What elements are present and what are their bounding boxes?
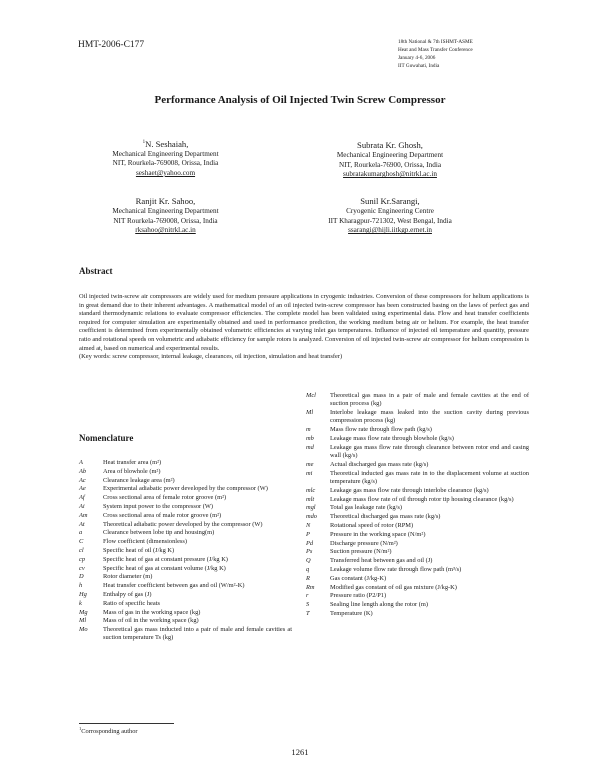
footnote-rule xyxy=(79,723,174,724)
nomenclature-description: Pressure ratio (P2/P1) xyxy=(330,592,387,600)
nomenclature-description: Ratio of specific heats xyxy=(103,599,160,607)
nomenclature-description: Specific heat of gas at constant pressure (J/kg K) xyxy=(103,555,228,563)
nomenclature-row xyxy=(306,461,529,469)
nomenclature-row xyxy=(306,557,529,565)
footnote xyxy=(79,726,138,735)
nomenclature-symbol: A xyxy=(79,459,83,466)
nomenclature-row xyxy=(79,494,292,502)
nomenclature-symbol: me xyxy=(306,460,314,468)
nomenclature-row xyxy=(79,600,292,608)
nomenclature-row xyxy=(306,566,529,574)
nomenclature-description: Modified gas constant of oil gas mixture (J/kg-K) xyxy=(330,583,457,591)
nomenclature-row xyxy=(306,470,529,487)
nomenclature-row xyxy=(306,496,529,504)
author-block xyxy=(88,196,243,236)
nomenclature-row xyxy=(306,487,529,495)
author-block xyxy=(88,137,243,179)
nomenclature-symbol: cp xyxy=(79,555,86,563)
nomenclature-row xyxy=(306,513,529,521)
author-email-link[interactable]: subratakumarghosh@nitrkl.ac.in xyxy=(343,170,437,179)
author-email-link[interactable]: rksahoo@nitrkl.ac.in xyxy=(135,226,196,235)
nomenclature-description: Mass flow rate through flow path (kg/s) xyxy=(330,426,432,434)
nomenclature-row xyxy=(306,392,529,409)
nomenclature-left-column xyxy=(79,459,292,643)
nomenclature-row xyxy=(306,584,529,592)
nomenclature-row xyxy=(79,512,292,520)
nomenclature-description: Leakage gas mass flow rate through clearance between rotor end and casing wall (kg/s) xyxy=(330,443,529,460)
nomenclature-description: Transferred heat between gas and oil (J) xyxy=(330,557,433,565)
author-name: N. Seshaiah, xyxy=(145,138,189,149)
author-address: IIT Kharagpur-721302, West Bengal, India xyxy=(328,216,452,225)
nomenclature-symbol: Mg xyxy=(79,608,88,616)
conference-info xyxy=(398,38,548,70)
nomenclature-row xyxy=(306,409,529,426)
nomenclature-symbol: Ac xyxy=(79,476,86,484)
nomenclature-description: Clearance between lobe tip and housing(m) xyxy=(103,529,215,537)
nomenclature-symbol: md xyxy=(306,443,314,451)
nomenclature-description: Mass of gas in the working space (kg) xyxy=(103,608,201,616)
author-sup: 1 xyxy=(142,140,146,145)
nomenclature-description: Leakage volume flow rate through flow path (m³/s) xyxy=(330,565,462,573)
nomenclature-symbol: Rm xyxy=(306,583,315,591)
nomenclature-description: Temperature (K) xyxy=(330,609,373,617)
nomenclature-description: Theoretical gas mass in a pair of male and female cavities at the end of suction process (kg) xyxy=(330,392,529,408)
nomenclature-row xyxy=(79,459,292,467)
nomenclature-symbol: Ml xyxy=(79,617,87,625)
nomenclature-row xyxy=(306,548,529,556)
nomenclature-symbol: mb xyxy=(306,434,314,442)
nomenclature-description: Leakage gas mass flow rate through interlobe clearance (kg/s) xyxy=(330,486,489,494)
nomenclature-symbol: Mo xyxy=(79,626,88,634)
nomenclature-symbol: Ae xyxy=(79,485,86,493)
author-address: NIT, Rourkela-76900, Orissa, India xyxy=(338,160,442,169)
author-address: NIT, Rourkela-769008, Orissa, India xyxy=(112,159,219,168)
nomenclature-description: Experimental adiabatic power developed by the compressor (W) xyxy=(103,485,268,493)
nomenclature-symbol: h xyxy=(79,582,83,590)
nomenclature-symbol: Af xyxy=(79,494,85,502)
nomenclature-row xyxy=(79,609,292,617)
abstract-keywords: (Key words: screw compressor, internal leakage, clearances, oil injection, simulation and heat transfer) xyxy=(79,353,343,361)
nomenclature-row xyxy=(306,435,529,443)
conference-line: Heat and Mass Transfer Conference xyxy=(398,47,473,53)
nomenclature-symbol: Ab xyxy=(79,467,87,475)
nomenclature-description: Interlobe leakage mass leaked into the suction cavity during previous compression process (kg) xyxy=(330,409,529,425)
conference-line: IIT Guwahati, India xyxy=(398,63,440,69)
nomenclature-symbol: mi xyxy=(306,469,313,477)
nomenclature-row xyxy=(306,444,529,461)
nomenclature-symbol: cl xyxy=(79,546,84,554)
nomenclature-right-column xyxy=(306,392,529,619)
nomenclature-description: Specific heat of gas at constant volume (J/kg K) xyxy=(103,564,226,572)
paper-title: Performance Analysis of Oil Injected Twin Screw Compressor xyxy=(154,94,446,106)
nomenclature-description: Leakage mass flow rate through blowhole (kg/s) xyxy=(330,434,454,442)
author-block xyxy=(305,140,475,180)
nomenclature-description: Theoretical discharged gas mass rate (kg/s) xyxy=(330,513,441,521)
nomenclature-symbol: cv xyxy=(79,564,85,572)
nomenclature-symbol: mgl xyxy=(306,504,316,512)
nomenclature-row xyxy=(79,565,292,573)
nomenclature-row xyxy=(79,547,292,555)
nomenclature-row xyxy=(79,591,292,599)
nomenclature-symbol: Hg xyxy=(79,590,87,598)
nomenclature-symbol: Ps xyxy=(306,548,313,556)
nomenclature-row xyxy=(79,529,292,537)
nomenclature-symbol: Am xyxy=(79,511,88,519)
nomenclature-description: Cross sectional area of female rotor groove (m²) xyxy=(103,494,227,502)
author-email-link[interactable]: ssarangi@hijli.iitkgp.ernet.in xyxy=(348,226,432,235)
footnote-sup: 1 xyxy=(79,726,82,731)
page-number: 1261 xyxy=(291,747,309,757)
nomenclature-description: Heat transfer area (m²) xyxy=(103,459,162,466)
nomenclature-heading: Nomenclature xyxy=(79,433,134,443)
nomenclature-symbol: r xyxy=(306,592,309,600)
nomenclature-description: Mass of oil in the working space (kg) xyxy=(103,617,199,625)
nomenclature-description: Area of blowhole (m²) xyxy=(103,467,161,475)
nomenclature-description: Suction pressure (N/m²) xyxy=(330,548,392,556)
nomenclature-description: Total gas leakage rate (kg/s) xyxy=(330,504,402,512)
nomenclature-row xyxy=(79,556,292,564)
nomenclature-row xyxy=(79,617,292,625)
nomenclature-description: Specific heat of oil (J/kg K) xyxy=(103,546,175,554)
nomenclature-row xyxy=(306,610,529,618)
nomenclature-description: Theoretical gas mass inducted into a pair of male and female cavities at suction temperature Ts (kg) xyxy=(103,626,292,642)
nomenclature-description: Rotor diameter (m) xyxy=(103,573,153,581)
abstract-text: Oil injected twin-screw air compressors are widely used for medium pressure applications in cryogenic industries. Conversion of these compressors for helium applications is in great demand due to their inherent advantages. A mathematical model of an oil injected twin-screw compressor has been constructed basing on the laws of perfect gas and standard thermodynamic relations to evaluate compressor efficiencies. The complete model has been validated using experimental data. Flow and heat transfer coefficients required for computer simulation are experimentally obtained and used in performance prediction, the working medium being air or helium. For example, the heat transfer coefficient is determined from experimentally obtained volumetric efficiencies at varying inlet gas temperatures. Influence of injected oil temperature and quantity, pressure ratio and rotational speeds on volumetric and adiabatic efficiency for sample rotors is analyzed. Conversion of oil injected twin-screw air compressor for helium compression is aimed at, based on numerical and experimental results. xyxy=(79,293,529,352)
nomenclature-description: Cross sectional area of male rotor groove (m²) xyxy=(103,511,222,519)
nomenclature-row xyxy=(306,540,529,548)
nomenclature-description: Discharge pressure (N/m²) xyxy=(330,539,398,547)
nomenclature-symbol: q xyxy=(306,565,310,573)
nomenclature-symbol: mlt xyxy=(306,495,315,503)
nomenclature-row xyxy=(79,468,292,476)
nomenclature-symbol: S xyxy=(306,601,310,609)
nomenclature-symbol: Q xyxy=(306,557,311,565)
nomenclature-description: Leakage mass flow rate of oil through rotor tip housing clearance (kg/s) xyxy=(330,495,514,503)
nomenclature-description: Sealing line length along the rotor (m) xyxy=(330,601,428,609)
author-dept: Cryogenic Engineering Centre xyxy=(346,207,434,215)
nomenclature-description: Pressure in the working space (N/m²) xyxy=(330,530,426,538)
nomenclature-symbol: k xyxy=(79,599,82,607)
author-dept: Mechanical Engineering Department xyxy=(112,149,219,158)
nomenclature-symbol: P xyxy=(306,530,310,538)
nomenclature-row xyxy=(306,575,529,583)
abstract-heading: Abstract xyxy=(79,266,113,276)
nomenclature-symbol: C xyxy=(79,538,84,546)
paper-id: HMT-2006-C177 xyxy=(78,40,145,50)
conference-line: January 4-6, 2006 xyxy=(398,55,436,61)
author-block xyxy=(305,196,475,236)
nomenclature-row xyxy=(79,573,292,581)
nomenclature-symbol: mdo xyxy=(306,513,318,521)
nomenclature-description: System input power to the compressor (W) xyxy=(103,502,214,510)
nomenclature-symbol: mlc xyxy=(306,486,316,494)
nomenclature-row xyxy=(79,503,292,511)
nomenclature-symbol: D xyxy=(79,573,84,581)
nomenclature-row xyxy=(306,592,529,600)
nomenclature-symbol: N xyxy=(306,521,311,529)
abstract-body xyxy=(79,293,529,362)
footnote-text: Corrosponding author xyxy=(81,728,138,736)
nomenclature-row xyxy=(306,531,529,539)
nomenclature-row xyxy=(79,485,292,493)
nomenclature-row xyxy=(79,477,292,485)
nomenclature-row xyxy=(306,426,529,434)
nomenclature-description: Enthalpy of gas (J) xyxy=(103,590,152,598)
nomenclature-symbol: Mcl xyxy=(306,392,316,399)
nomenclature-row xyxy=(79,538,292,546)
author-email-link[interactable]: seshaet@yahoo.com xyxy=(135,169,196,178)
nomenclature-symbol: Pd xyxy=(306,539,314,547)
nomenclature-description: Rotational speed of rotor (RPM) xyxy=(330,521,414,529)
nomenclature-row xyxy=(79,626,292,643)
author-dept: Mechanical Engineering Department xyxy=(336,151,444,159)
nomenclature-symbol: a xyxy=(79,529,83,537)
author-dept: Mechanical Engineering Department xyxy=(112,207,219,215)
conference-line: 18th National & 7th ISHMT-ASME xyxy=(398,39,473,45)
nomenclature-description: Flow coefficient (dimensionless) xyxy=(103,538,188,546)
nomenclature-description: Heat transfer coefficient between gas and oil (W/m²-K) xyxy=(103,582,245,590)
nomenclature-description: Gas constant (J/kg-K) xyxy=(330,574,387,582)
nomenclature-row xyxy=(306,504,529,512)
nomenclature-symbol: m xyxy=(306,426,311,434)
nomenclature-row xyxy=(306,522,529,530)
author-name: Ranjit Kr. Sahoo, xyxy=(135,196,196,206)
nomenclature-row xyxy=(79,582,292,590)
nomenclature-symbol: Ai xyxy=(79,502,85,510)
nomenclature-description: Clearance leakage area (m²) xyxy=(103,476,175,484)
nomenclature-description: Actual discharged gas mass rate (kg/s) xyxy=(330,460,429,468)
nomenclature-row xyxy=(79,521,292,529)
nomenclature-symbol: At xyxy=(79,520,85,528)
nomenclature-symbol: T xyxy=(306,609,310,617)
nomenclature-description: Theoretical inducted gas mass rate in to the displacement volume at suction temperature (kg/s) xyxy=(330,469,529,485)
author-name: Subrata Kr. Ghosh, xyxy=(357,140,423,150)
author-address: NIT Rourkela-769008, Orissa, India xyxy=(113,216,218,225)
author-name: Sunil Kr.Sarangi, xyxy=(360,196,420,206)
nomenclature-description: Theoretical adiabatic power developed by the compressor (W) xyxy=(103,520,263,528)
nomenclature-symbol: R xyxy=(306,574,310,582)
nomenclature-symbol: Ml xyxy=(306,409,314,417)
nomenclature-row xyxy=(306,601,529,609)
